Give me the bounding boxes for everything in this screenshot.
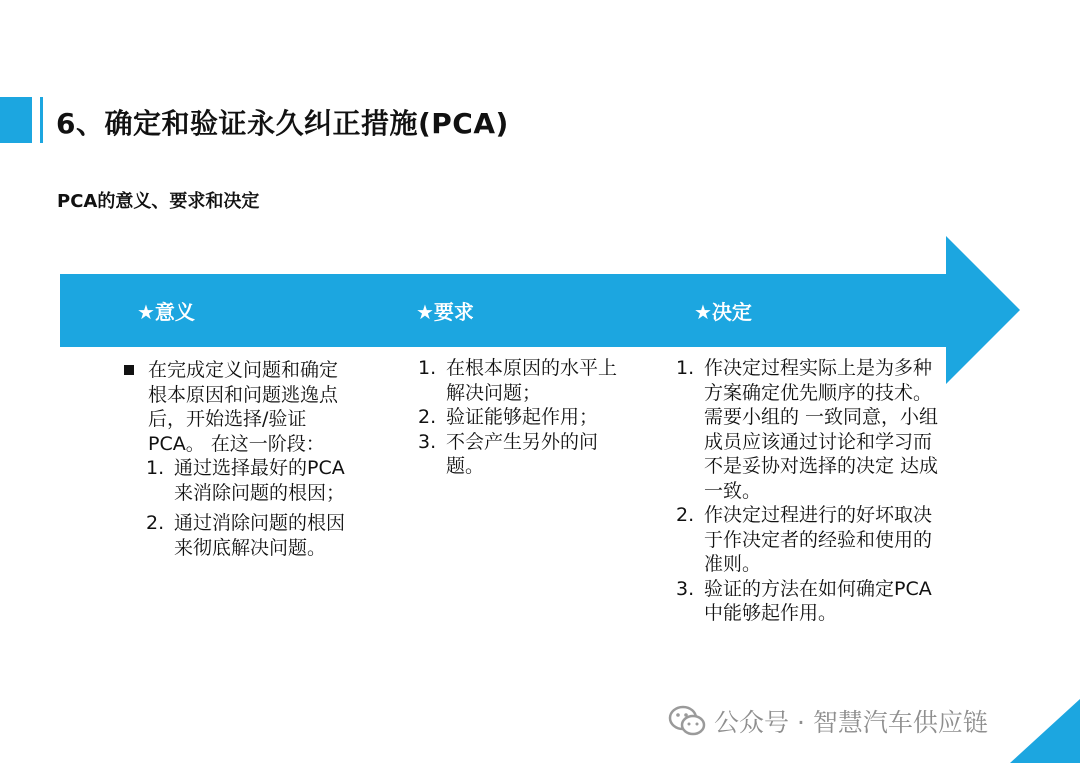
text-line: 不是妥协对选择的决定 达成 <box>704 455 939 477</box>
heading-meaning: ★意义 <box>137 300 195 324</box>
text-line: 不会产生另外的问 <box>446 430 599 453</box>
meaning-content <box>124 358 374 560</box>
text-line: PCA。 在这一阶段： <box>148 432 325 455</box>
page-corner-triangle <box>1010 699 1080 763</box>
list-number: 1. <box>676 357 695 379</box>
text-line: 来彻底解决问题。 <box>174 536 327 559</box>
list-number: 1. <box>146 457 165 479</box>
text-line: 验证的方法在如何确定PCA <box>704 577 932 600</box>
page-title: 6、确定和验证永久纠正措施(PCA) <box>56 107 509 140</box>
text-line: 作决定过程实际上是为多种 <box>704 357 933 379</box>
list-number: 2. <box>676 504 695 526</box>
heading-decision: ★决定 <box>694 300 752 324</box>
wechat-icon <box>668 705 706 737</box>
text-line: 于作决定者的经验和使用的 <box>704 528 933 551</box>
text-line: 作决定过程进行的好坏取决 <box>704 504 933 526</box>
list-number: 1. <box>418 357 437 379</box>
text-line: 根本原因和问题逃逸点 <box>148 383 339 406</box>
text-line: 在根本原因的水平上 <box>446 357 618 379</box>
heading-requirements: ★要求 <box>416 300 474 324</box>
text-line: 需要小组的 一致同意，小组 <box>704 406 939 428</box>
text-line: 题。 <box>446 455 485 477</box>
text-line: 在完成定义问题和确定 <box>148 359 339 381</box>
text-line: 解决问题； <box>446 381 542 404</box>
requirements-content <box>418 356 658 479</box>
requirements-list <box>418 356 658 479</box>
text-line: 成员应该通过讨论和学习而 <box>704 430 933 453</box>
list-number: 3. <box>676 577 695 600</box>
list-number: 3. <box>418 430 437 453</box>
text-line: 来消除问题的根因； <box>174 481 346 504</box>
list-number: 2. <box>418 406 437 428</box>
list-item <box>418 405 658 430</box>
list-item <box>146 511 374 560</box>
watermark <box>668 703 988 739</box>
text-line: 后，开始选择/验证 <box>148 408 307 430</box>
section-subtitle: PCA的意义、要求和决定 <box>57 191 260 212</box>
list-item <box>418 430 658 479</box>
text-line: 验证能够起作用； <box>446 406 599 428</box>
text-line: 准则。 <box>704 553 762 575</box>
square-bullet-icon <box>124 365 134 375</box>
text-line: 中能够起作用。 <box>704 602 838 624</box>
list-item <box>676 577 966 626</box>
list-item <box>146 456 374 505</box>
list-item <box>676 503 966 577</box>
text-line: 通过选择最好的PCA <box>174 457 345 479</box>
text-line: 通过消除问题的根因 <box>174 512 346 534</box>
list-item <box>418 356 658 405</box>
list-item <box>676 356 966 503</box>
watermark-text: 公众号 · 智慧汽车供应链 <box>714 708 988 737</box>
page-number: 72 <box>1048 656 1070 676</box>
list-number: 2. <box>146 512 165 534</box>
text-line: 一致。 <box>704 479 762 502</box>
text-line: 方案确定优先顺序的技术。 <box>704 381 933 404</box>
meaning-list <box>146 456 374 560</box>
decision-list <box>676 356 966 626</box>
decision-content <box>676 356 966 626</box>
meaning-intro <box>124 358 374 456</box>
